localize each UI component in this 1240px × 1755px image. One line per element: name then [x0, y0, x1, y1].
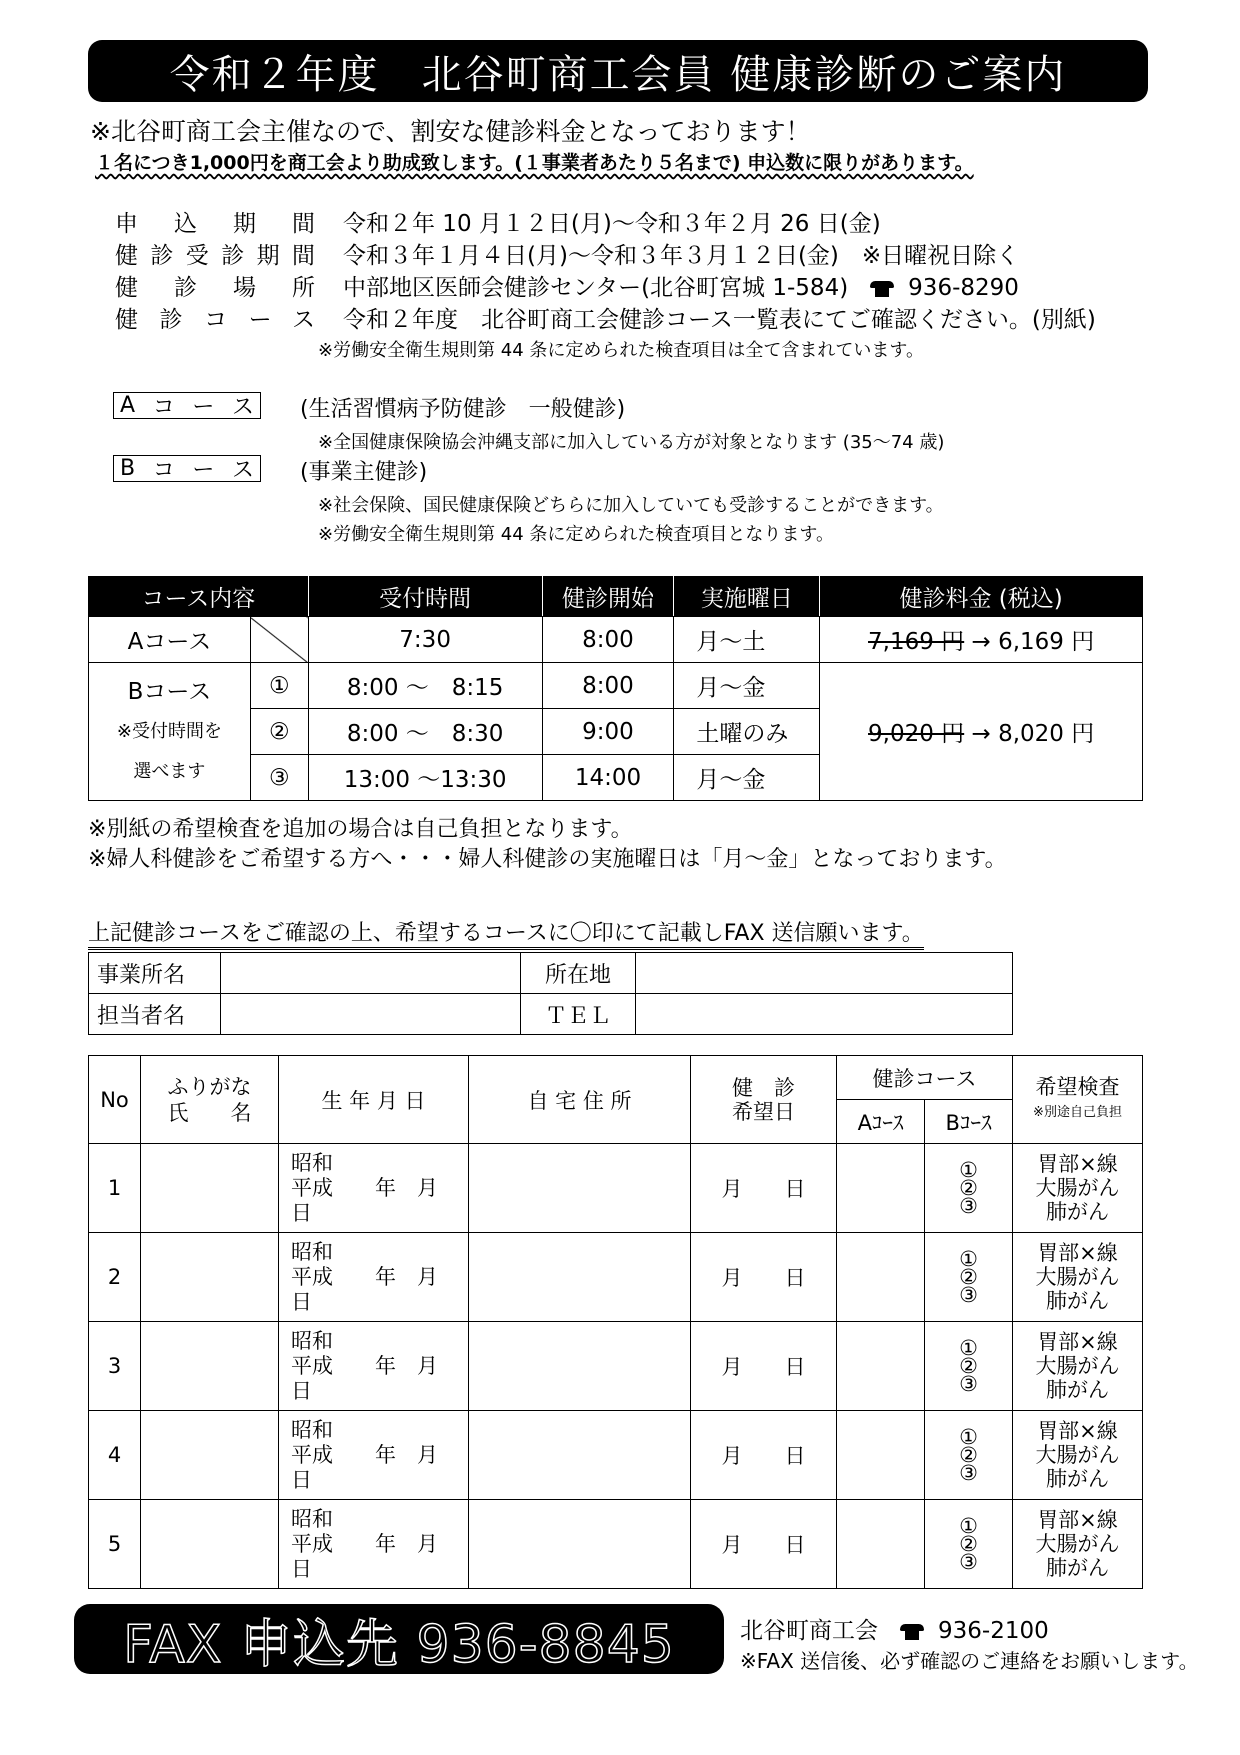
fax-number: FAX 申込先 936-8845 [123, 1614, 675, 1675]
sched-a-start: 8:00 [542, 617, 674, 663]
info-row-course [115, 301, 1096, 334]
person-field[interactable] [221, 994, 521, 1035]
option-2[interactable]: ② [959, 1265, 978, 1289]
sched-a-name: Aコース [89, 617, 251, 663]
sched-a-days: 月～土 [674, 617, 820, 663]
info-label: 健診場所 [115, 275, 315, 301]
option-3[interactable]: ③ [959, 1550, 978, 1574]
tel-label: ＴＥＬ [521, 994, 636, 1035]
option-1[interactable]: ① [959, 1425, 978, 1449]
option-3[interactable]: ③ [959, 1283, 978, 1307]
a-new-price: 6,169 円 [998, 629, 1095, 655]
course-b-char: ー [192, 458, 215, 483]
exam-colon[interactable]: 大腸がん [1035, 1176, 1120, 1200]
org-tel: 936-2100 [938, 1618, 1049, 1644]
row-exams[interactable] [1013, 1144, 1143, 1233]
info-label: 申込期間 [115, 211, 315, 237]
course-b-label [113, 455, 261, 482]
b-row-days: 月～金 [674, 755, 820, 801]
b-row-start: 9:00 [542, 709, 674, 755]
row-date[interactable] [691, 1500, 837, 1589]
row-exams[interactable] [1013, 1322, 1143, 1411]
exam-stomach[interactable]: 胃部×線 [1037, 1241, 1118, 1265]
course-a-char: ー [192, 395, 215, 420]
exam-stomach[interactable]: 胃部×線 [1037, 1508, 1118, 1532]
form-heading: 上記健診コースをご確認の上、希望するコースに〇印にて記載しFAX 送信願います。 [88, 916, 924, 950]
exam-colon[interactable]: 大腸がん [1035, 1265, 1120, 1289]
row-name-field[interactable] [141, 1500, 279, 1589]
option-2[interactable]: ② [959, 1354, 978, 1378]
row-address-field[interactable] [469, 1144, 691, 1233]
dob-era-2: 平成 年 月 日 [291, 1531, 459, 1581]
contact-table [88, 952, 1013, 1035]
h-exam [1013, 1056, 1143, 1144]
sched-b-fee [820, 663, 1143, 801]
address-field[interactable] [636, 953, 1013, 994]
b-row-num: ② [250, 709, 308, 755]
schedule-note-2: ※婦人科健診をご希望する方へ・・・婦人科健診の実施曜日は「月～金」となっております。 [88, 847, 1007, 872]
exam-colon[interactable]: 大腸がん [1035, 1354, 1120, 1378]
info-value: 令和３年１月４日(月)～令和３年３月１２日(金) ※日曜祝日除く [343, 243, 1020, 269]
h-address: 自 宅 住 所 [469, 1056, 691, 1144]
fax-banner [74, 1604, 724, 1674]
row-no: 3 [89, 1322, 141, 1411]
row-no: 2 [89, 1233, 141, 1322]
dob-era-2: 平成 年 月 日 [291, 1442, 459, 1492]
course-b-note-1: ※社会保険、国民健康保険どちらに加入していても受診することができます。 [318, 495, 944, 516]
table-row [89, 1233, 1143, 1322]
exam-stomach[interactable]: 胃部×線 [1037, 1152, 1118, 1176]
info-note: ※労働安全衛生規則第 44 条に定められた検査項目は全て含まれています。 [318, 340, 924, 361]
info-value: 令和２年 10 月１２日(月)～令和３年２月 26 日(金) [343, 211, 881, 237]
info-label: 健診受診期間 [115, 243, 315, 269]
table-row [89, 1144, 1143, 1233]
b-row-time: 8:00 ～ 8:30 [308, 709, 542, 755]
option-1[interactable]: ① [959, 1247, 978, 1271]
row-exams[interactable] [1013, 1411, 1143, 1500]
info-row-application-period [115, 205, 881, 238]
info-label: 健診コース [115, 307, 315, 333]
sched-header-fee: 健診料金 (税込) [820, 577, 1143, 617]
row-date-text: 月 日 [721, 1444, 806, 1468]
h-exam-title: 希望検査 [1035, 1074, 1120, 1099]
course-b-char: B [120, 456, 136, 481]
row-date-text: 月 日 [721, 1533, 806, 1557]
b-row-days: 土曜のみ [674, 709, 820, 755]
info-value: 令和２年度 北谷町商工会健診コース一覧表にてご確認ください。(別紙) [343, 307, 1096, 333]
row-date-text: 月 日 [721, 1177, 806, 1201]
dob-era-1: 昭和 [291, 1150, 333, 1175]
info-row-location [115, 269, 1019, 302]
row-exams[interactable] [1013, 1500, 1143, 1589]
table-row [89, 1411, 1143, 1500]
row-address-field[interactable] [469, 1500, 691, 1589]
dob-era-1: 昭和 [291, 1506, 333, 1531]
table-row [89, 1322, 1143, 1411]
row-address-field[interactable] [469, 1233, 691, 1322]
page-title: 令和２年度 北谷町商工会員 健康診断のご案内 [88, 40, 1148, 102]
org-name: 北谷町商工会 [740, 1618, 878, 1644]
row-no: 1 [89, 1144, 141, 1233]
b-row-start: 14:00 [542, 755, 674, 801]
arrow: → [971, 629, 991, 655]
arrow: → [971, 721, 991, 747]
phone-icon [900, 1624, 924, 1640]
info-row-exam-period [115, 237, 1019, 270]
lead-line-2: １名につき1,000円を商工会より助成致します。(１事業者あたり５名まで) 申込数に限りがあります。 [95, 152, 974, 174]
row-dob[interactable] [279, 1233, 469, 1322]
exam-lung[interactable]: 肺がん [1046, 1556, 1109, 1580]
h-name [141, 1056, 279, 1144]
option-3[interactable]: ③ [959, 1372, 978, 1396]
h-furigana: ふりがな [167, 1074, 252, 1099]
row-course-b[interactable] [925, 1144, 1013, 1233]
row-dob[interactable] [279, 1411, 469, 1500]
course-b-note-2: ※労働安全衛生規則第 44 条に定められた検査項目となります。 [318, 524, 834, 545]
row-dob[interactable] [279, 1322, 469, 1411]
dob-era-1: 昭和 [291, 1417, 333, 1442]
exam-colon[interactable]: 大腸がん [1035, 1443, 1120, 1467]
row-no: 5 [89, 1500, 141, 1589]
course-b-char: ス [231, 458, 254, 483]
h-course: 健診コース [837, 1056, 1013, 1100]
sched-header-reception: 受付時間 [308, 577, 542, 617]
table-row [89, 1500, 1143, 1589]
row-date[interactable] [691, 1411, 837, 1500]
row-course-a[interactable] [837, 1500, 925, 1589]
row-exams[interactable] [1013, 1233, 1143, 1322]
course-a-note: ※全国健康保険協会沖縄支部に加入している方が対象となります (35～74 歳) [318, 432, 945, 453]
row-date[interactable] [691, 1322, 837, 1411]
b-old-price: 9,020 円 [868, 721, 965, 747]
row-name-field[interactable] [141, 1322, 279, 1411]
h-course-a: Aｺｰｽ [837, 1100, 925, 1144]
option-1[interactable]: ① [959, 1336, 978, 1360]
row-course-a[interactable] [837, 1322, 925, 1411]
schedule-note-1: ※別紙の希望検査を追加の場合は自己負担となります。 [88, 817, 633, 842]
h-date-1: 健 診 [732, 1075, 795, 1100]
tel-field[interactable] [636, 994, 1013, 1035]
h-dob: 生 年 月 日 [279, 1056, 469, 1144]
option-1[interactable]: ① [959, 1514, 978, 1538]
row-date-text: 月 日 [721, 1266, 806, 1290]
dob-era-2: 平成 年 月 日 [291, 1175, 459, 1225]
exam-lung[interactable]: 肺がん [1046, 1467, 1109, 1491]
row-course-a[interactable] [837, 1233, 925, 1322]
row-date[interactable] [691, 1144, 837, 1233]
footer-org [740, 1612, 1049, 1645]
address-label: 所在地 [521, 953, 636, 994]
option-2[interactable]: ② [959, 1443, 978, 1467]
row-dob[interactable] [279, 1500, 469, 1589]
b-course-sub2: 選べます [133, 760, 206, 782]
row-course-b[interactable] [925, 1322, 1013, 1411]
dob-era-2: 平成 年 月 日 [291, 1353, 459, 1403]
location-tel: 936-8290 [908, 275, 1019, 301]
exam-lung[interactable]: 肺がん [1046, 1378, 1109, 1402]
option-3[interactable]: ③ [959, 1194, 978, 1218]
course-a-char: コ [152, 395, 175, 420]
b-new-price: 8,020 円 [998, 721, 1095, 747]
row-address-field[interactable] [469, 1411, 691, 1500]
row-course-a[interactable] [837, 1144, 925, 1233]
sched-header-start: 健診開始 [542, 577, 674, 617]
exam-stomach[interactable]: 胃部×線 [1037, 1330, 1118, 1354]
business-name-field[interactable] [221, 953, 521, 994]
dob-era-1: 昭和 [291, 1328, 333, 1353]
course-b-desc: (事業主健診) [300, 460, 428, 485]
course-a-desc: (生活習慣病予防健診 一般健診) [300, 397, 626, 422]
h-name-text: 氏 名 [167, 1100, 252, 1125]
row-name-field[interactable] [141, 1233, 279, 1322]
row-date[interactable] [691, 1233, 837, 1322]
b-course-sub1: ※受付時間を [116, 720, 222, 742]
lead-line-1: ※北谷町商工会主催なので、割安な健診料金となっております！ [90, 117, 811, 146]
application-table [88, 1055, 1143, 1589]
phone-icon [870, 281, 894, 297]
sched-a-blank [250, 617, 308, 663]
row-date-text: 月 日 [721, 1355, 806, 1379]
row-course-a[interactable] [837, 1411, 925, 1500]
sched-b-name [89, 663, 251, 801]
row-name-field[interactable] [141, 1144, 279, 1233]
h-no: No [89, 1056, 141, 1144]
option-1[interactable]: ① [959, 1158, 978, 1182]
option-2[interactable]: ② [959, 1176, 978, 1200]
course-a-char: A [120, 393, 136, 418]
row-course-b[interactable] [925, 1233, 1013, 1322]
h-course-b: Bｺｰｽ [925, 1100, 1013, 1144]
info-value: 中部地区医師会健診センター(北谷町宮城 1-584) [343, 275, 849, 301]
sched-header-course: コース内容 [89, 577, 309, 617]
b-row-time: 13:00 ～13:30 [308, 755, 542, 801]
footer-note: ※FAX 送信後、必ず確認のご連絡をお願いします。 [740, 1649, 1199, 1673]
dob-era-1: 昭和 [291, 1239, 333, 1264]
h-date-2: 希望日 [732, 1099, 795, 1124]
person-label: 担当者名 [89, 994, 221, 1035]
b-row-num: ① [250, 663, 308, 709]
exam-colon[interactable]: 大腸がん [1035, 1532, 1120, 1556]
schedule-table [88, 576, 1143, 801]
h-exam-note: ※別途自己負担 [1033, 1104, 1122, 1120]
exam-stomach[interactable]: 胃部×線 [1037, 1419, 1118, 1443]
dob-era-2: 平成 年 月 日 [291, 1264, 459, 1314]
course-a-char: ス [231, 395, 254, 420]
business-name-label: 事業所名 [89, 953, 221, 994]
exam-lung[interactable]: 肺がん [1046, 1289, 1109, 1313]
sched-header-days: 実施曜日 [674, 577, 820, 617]
sched-a-time: 7:30 [308, 617, 542, 663]
row-course-b[interactable] [925, 1411, 1013, 1500]
row-dob[interactable] [279, 1144, 469, 1233]
row-address-field[interactable] [469, 1322, 691, 1411]
course-b-char: コ [152, 458, 175, 483]
h-date [691, 1056, 837, 1144]
b-course-name: Bコース [127, 678, 212, 705]
sched-a-fee [820, 617, 1143, 663]
b-row-days: 月～金 [674, 663, 820, 709]
a-old-price: 7,169 円 [868, 629, 965, 655]
row-name-field[interactable] [141, 1411, 279, 1500]
course-a-label [113, 392, 261, 419]
option-3[interactable]: ③ [959, 1461, 978, 1485]
b-row-num: ③ [250, 755, 308, 801]
b-row-time: 8:00 ～ 8:15 [308, 663, 542, 709]
row-course-b[interactable] [925, 1500, 1013, 1589]
exam-lung[interactable]: 肺がん [1046, 1200, 1109, 1224]
option-2[interactable]: ② [959, 1532, 978, 1556]
row-no: 4 [89, 1411, 141, 1500]
b-row-start: 8:00 [542, 663, 674, 709]
